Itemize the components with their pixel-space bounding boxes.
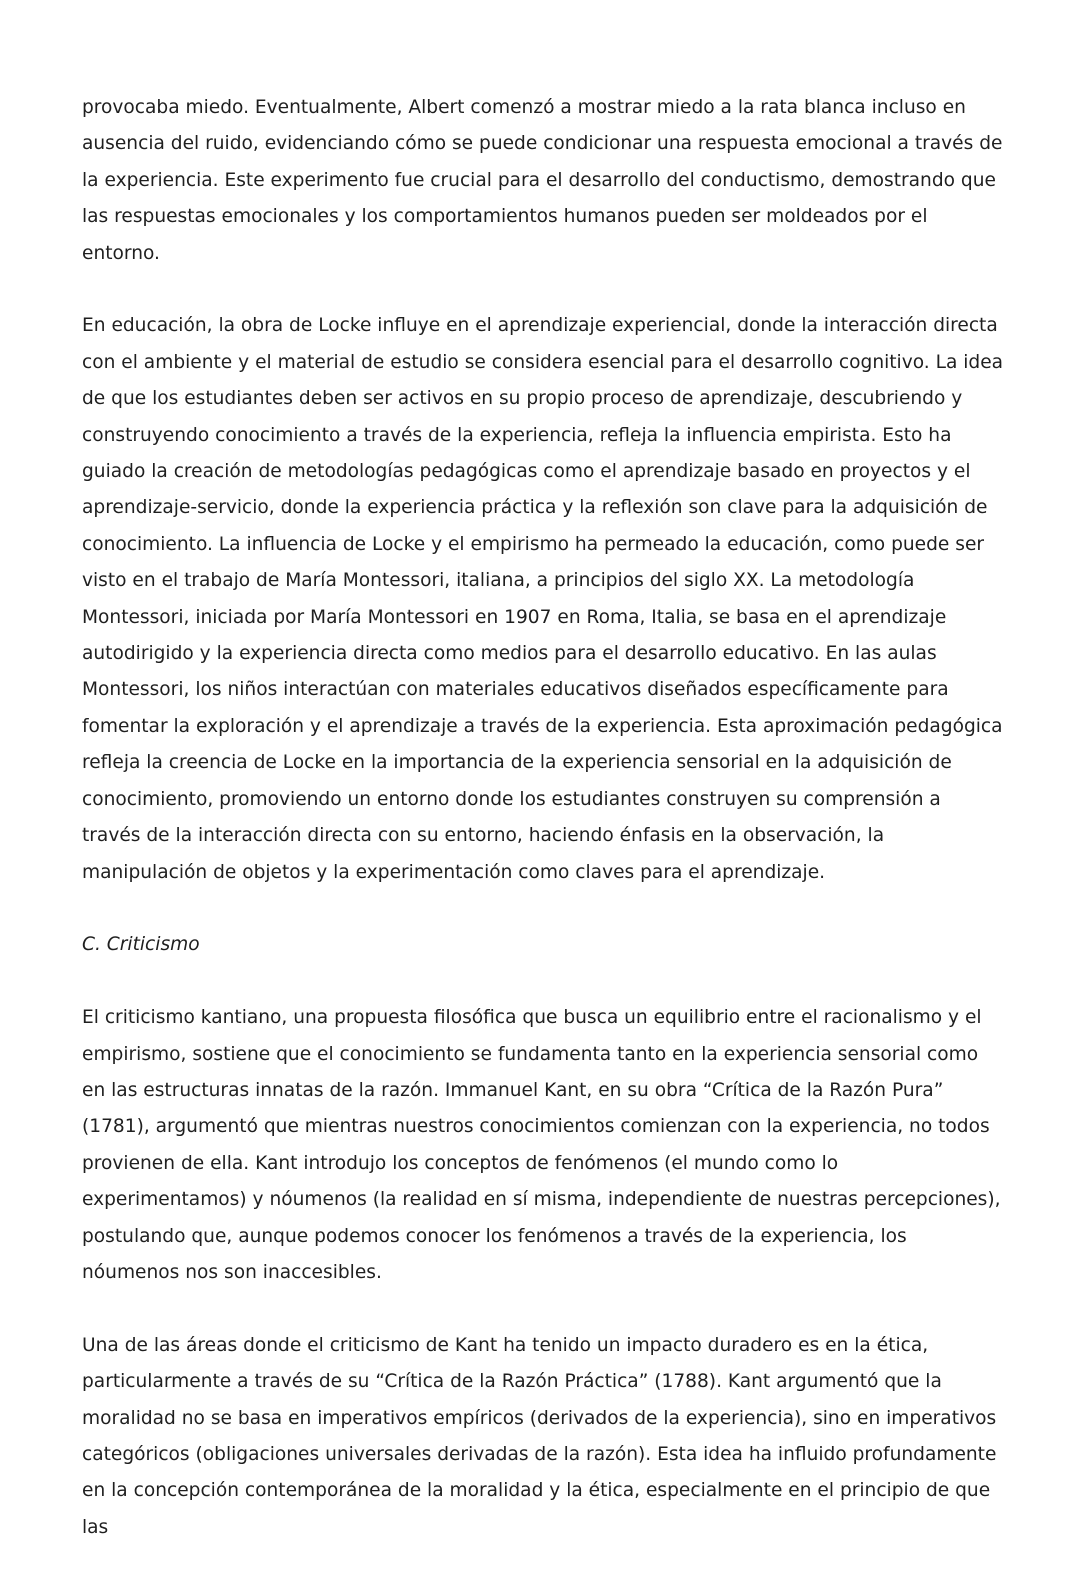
paragraph-criticismo-kantiano: El criticismo kantiano, una propuesta filosófica que busca un equilibrio entre el racionalismo y el empirismo, sostiene que el conocimiento se fundamenta tanto en la experiencia sensorial como en las estructuras innatas de la razón. Immanuel Kant, en su obra “Crítica de la Razón Pura” (1781), argumentó que mientras nuestros conocimientos comienzan con la experiencia, no todos provienen de ella. Kant introdujo los conceptos de fenómenos (el mundo como lo experimentamos) y nóumenos (la realidad en sí misma, independiente de nuestras percepciones), postulando que, aunque podemos conocer los fenómenos a través de la experiencia, los nóumenos nos son inaccesibles. <box>82 1007 1001 1283</box>
paragraph-educacion-locke: En educación, la obra de Locke influye en el aprendizaje experiencial, donde la interacción directa con el ambiente y el material de estudio se considera esencial para el desarrollo cognitivo. La idea de que los estudiantes deben ser activos en su propio proceso de aprendizaje, descubriendo y construyendo conocimiento a través de la experiencia, refleja la influencia empirista. Esto ha guiado la creación de metodologías pedagógicas como el aprendizaje basado en proyectos y el aprendizaje-servicio, donde la experiencia práctica y la reflexión son clave para la adquisición de conocimiento. La influencia de Locke y el empirismo ha permeado la educación, como puede ser visto en el trabajo de María Montessori, italiana, a principios del siglo XX. La metodología Montessori, iniciada por María Montessori en 1907 en Roma, Italia, se basa en el aprendizaje autodirigido y la experiencia directa como medios para el desarrollo educativo. En las aulas Montessori, los niños interactúan con materiales educativos diseñados específicamente para fomentar la exploración y el aprendizaje a través de la experiencia. Esta aproximación pedagógica refleja la creencia de Locke en la importancia de la experiencia sensorial en la adquisición de conocimiento, promoviendo un entorno donde los estudiantes construyen su comprensión a través de la interacción directa con su entorno, haciendo énfasis en la observación, la manipulación de objetos y la experimentación como claves para el aprendizaje. <box>82 315 1004 883</box>
paragraph-etica-kant: Una de las áreas donde el criticismo de Kant ha tenido un impacto duradero es en la ética, particularmente a través de su “Crítica de la Razón Práctica” (1788). Kant argumentó que la moralidad no se basa en imperativos empíricos (derivados de la experiencia), sino en imperativos categóricos (obligaciones universales derivadas de la razón). Esta idea ha influido profundamente en la concepción contemporánea de la moralidad y la ética, especialmente en el principio de que las <box>82 1334 997 1538</box>
section-heading-criticismo: C. Criticismo <box>82 934 200 956</box>
paragraph-conductismo: provocaba miedo. Eventualmente, Albert comenzó a mostrar miedo a la rata blanca incluso en ausencia del ruido, evidenciando cómo se puede condicionar una respuesta emocional a través de la experiencia. Este experimento fue crucial para el desarrollo del conductismo, demostrando que las respuestas emocionales y los comportamientos humanos pueden ser moldeados por el entorno. <box>82 97 1003 264</box>
document-body <box>82 90 1004 1583</box>
